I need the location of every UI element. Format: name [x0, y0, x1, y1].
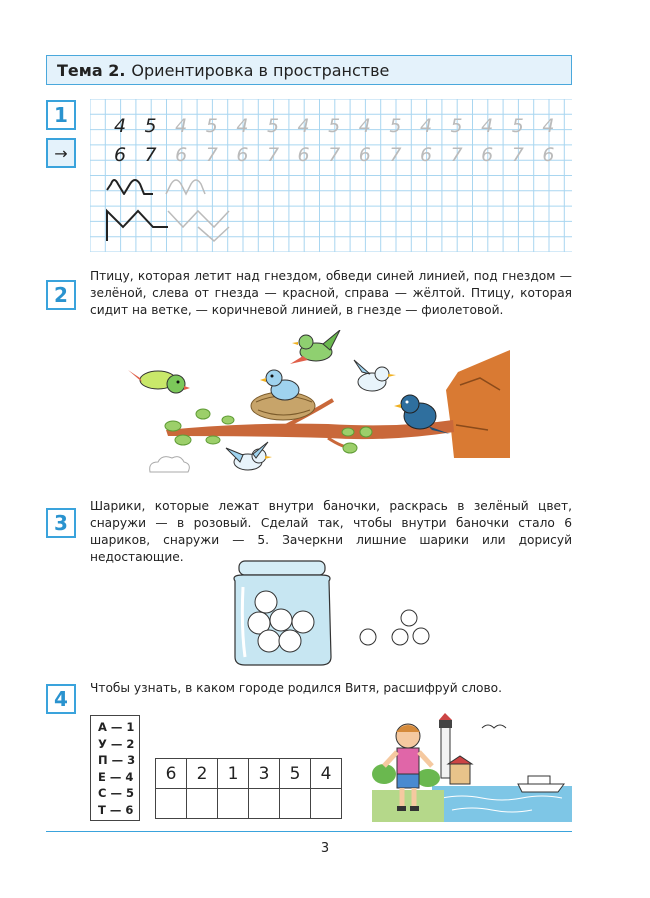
- trace-digit: 7: [328, 144, 341, 166]
- legend-item: А — 1: [98, 720, 135, 734]
- boy-seaside-illustration: [372, 706, 572, 824]
- trace-digit: 5: [511, 115, 524, 137]
- code-row: [156, 759, 342, 789]
- bird-left-of-nest: [128, 370, 190, 393]
- topic-label: Тема 2.: [57, 60, 126, 80]
- code-cell: 2: [187, 759, 218, 789]
- wave-sample: [107, 180, 153, 194]
- trace-digit: 4: [175, 115, 188, 137]
- bird-flying-above: [290, 330, 340, 364]
- trace-digit: 7: [511, 144, 524, 166]
- code-cell: 6: [156, 759, 187, 789]
- wave-trace: [166, 180, 205, 194]
- legend-item: С — 5: [98, 786, 134, 800]
- trace-digit: 7: [266, 144, 280, 166]
- legend-item: Т — 6: [98, 802, 134, 817]
- cipher-table: [155, 758, 342, 819]
- topic-header: [46, 55, 572, 85]
- trace-digit: 4: [481, 115, 494, 137]
- trace-digit: 4: [542, 115, 555, 137]
- trace-digit: 6: [236, 144, 249, 166]
- code-cell: 4: [311, 759, 342, 789]
- task-3-number: 3: [46, 508, 76, 538]
- trace-digit: 6: [175, 144, 188, 166]
- gull-icon: [482, 725, 506, 728]
- jar-balls-illustration[interactable]: [225, 557, 455, 669]
- trace-digit: 6: [542, 144, 555, 166]
- trace-digit: 4: [358, 115, 371, 137]
- code-cell: 5: [280, 759, 311, 789]
- answer-cell[interactable]: [311, 789, 342, 819]
- trace-digit: 4: [297, 115, 310, 137]
- code-cell: 1: [218, 759, 249, 789]
- trace-digit: 6: [358, 144, 371, 166]
- cipher-legend: [90, 715, 140, 821]
- answer-row[interactable]: [156, 789, 342, 819]
- arrow-right-icon: →: [46, 138, 76, 168]
- task-2-number: 2: [46, 280, 76, 310]
- answer-cell[interactable]: [280, 789, 311, 819]
- legend-item: Е — 4: [98, 769, 134, 784]
- sample-digit: 5: [144, 115, 157, 137]
- trace-digit: 7: [205, 144, 218, 166]
- bird-flying-below: [226, 442, 272, 470]
- bird-right-of-nest: [354, 360, 396, 391]
- sample-digit: 6: [113, 144, 127, 166]
- trace-digit: 5: [450, 115, 463, 137]
- legend-item: П — 3: [98, 753, 136, 767]
- footer-divider: [46, 831, 572, 832]
- cloud: [150, 457, 190, 472]
- topic-title: Ориентировка в пространстве: [131, 60, 390, 80]
- trace-digit: 5: [205, 115, 218, 137]
- answer-cell[interactable]: [218, 789, 249, 819]
- task-4-number: 4: [46, 684, 76, 714]
- trace-digit: 7: [389, 144, 402, 166]
- legend-item: У — 2: [98, 736, 135, 751]
- trace-digit: 5: [389, 115, 402, 137]
- sample-digit: 7: [144, 144, 157, 166]
- trace-digit: 6: [481, 144, 494, 166]
- trace-digit: 5: [266, 115, 280, 137]
- answer-cell[interactable]: [156, 789, 187, 819]
- code-cell: 3: [249, 759, 280, 789]
- answer-cell[interactable]: [249, 789, 280, 819]
- page-number: 3: [320, 841, 330, 856]
- trace-digit: 7: [450, 144, 463, 166]
- ship-icon: [518, 776, 564, 792]
- task-2-text: Птицу, которая летит над гнездом, обведи синей линией, под гнездом — зелёной, слева от гнезда — красной, справа — жёлтой. Птицу, которая сидит на ветке, — коричневой линией, в гнезде — фиолетовой.: [90, 269, 572, 317]
- answer-cell[interactable]: [187, 789, 218, 819]
- balls-outside: [360, 610, 429, 645]
- trace-digit: 6: [419, 144, 433, 166]
- trace-digit: 4: [419, 115, 433, 137]
- trace-digit: 5: [328, 115, 341, 137]
- sample-digit: 4: [113, 115, 127, 137]
- trace-digit: 6: [297, 144, 310, 166]
- copy-grid[interactable]: [90, 99, 572, 252]
- task-3-text: Шарики, которые лежат внутри баночки, раскрась в зелёный цвет, снаружи — в розовый. Сделай так, чтобы внутри баночки стало 6 шариков, снаружи — 5. Зачеркни лишние шарики или дорисуй недостающие.: [90, 499, 572, 564]
- birds-branch-illustration: [128, 330, 510, 478]
- wave-pattern: [107, 180, 205, 194]
- task-4-text: Чтобы узнать, в каком городе родился Витя, расшифруй слово.: [90, 681, 503, 695]
- task-1-number: 1: [46, 100, 76, 130]
- trace-digit: 4: [236, 115, 249, 137]
